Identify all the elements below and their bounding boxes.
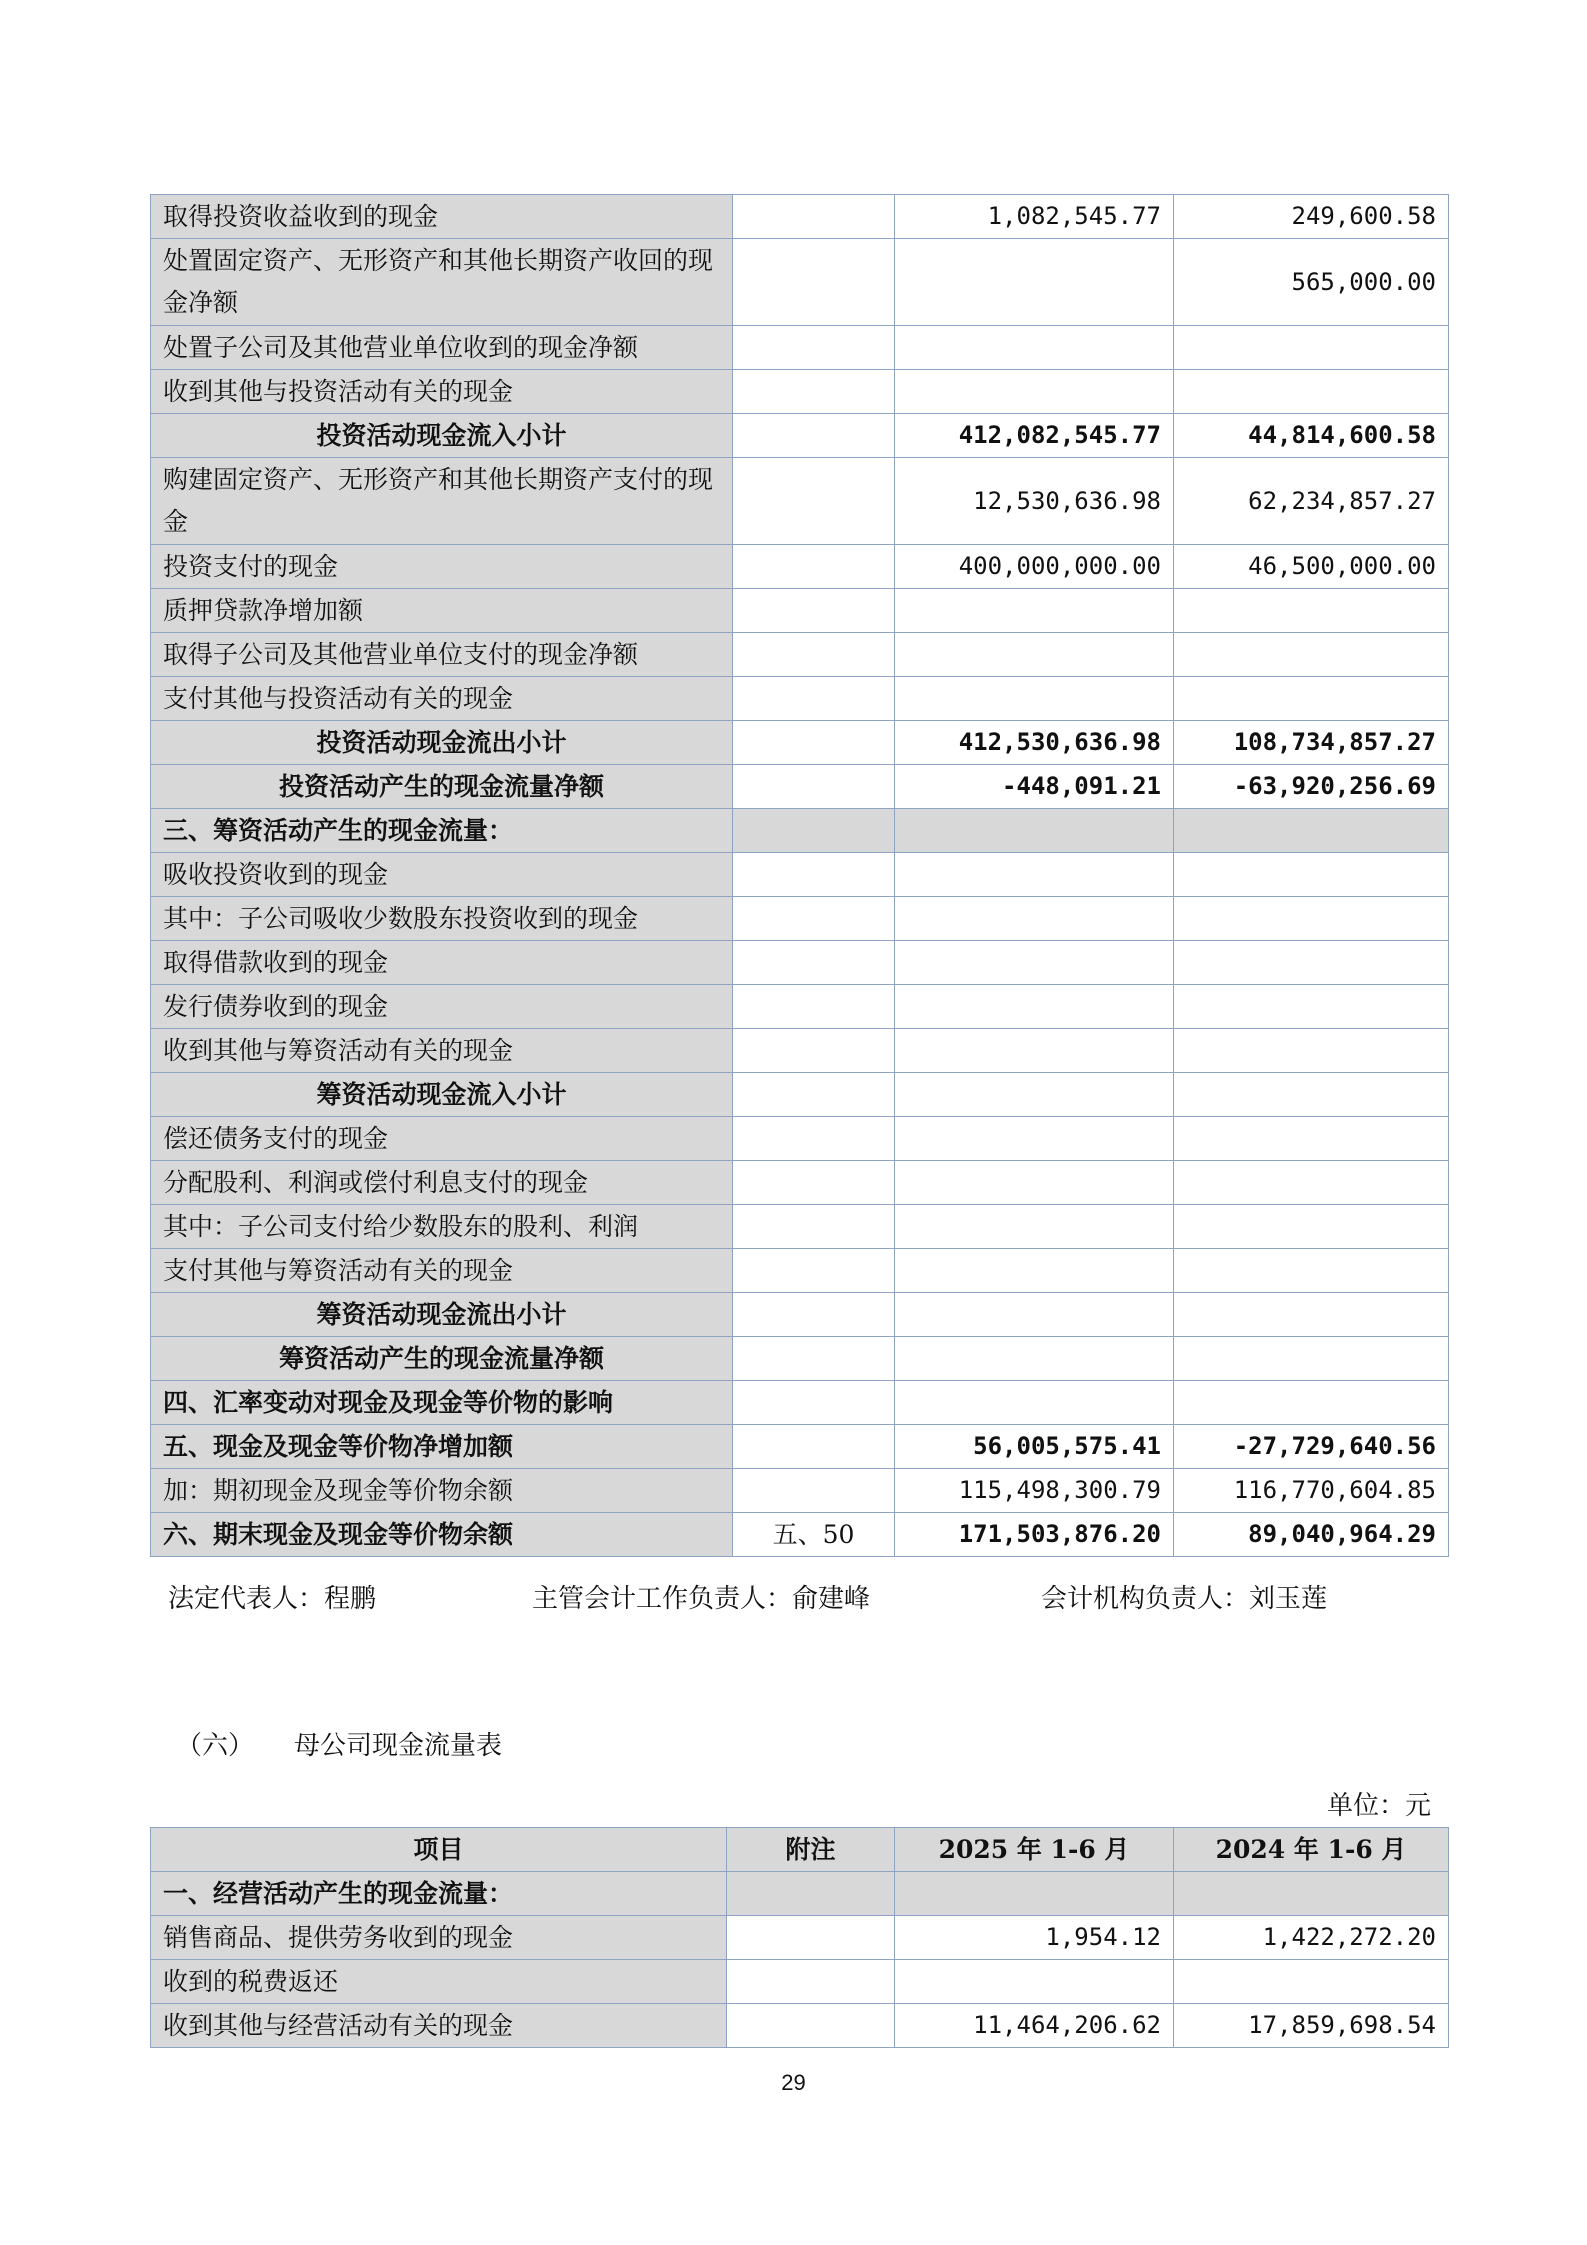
- row-prior-value: 17,859,698.54: [1174, 2004, 1449, 2048]
- row-prior-value: [1174, 1161, 1449, 1205]
- row-item-label: 一、经营活动产生的现金流量：: [151, 1872, 727, 1916]
- unit-label: 单位：元: [1326, 1791, 1431, 1821]
- row-item-label: 销售商品、提供劳务收到的现金: [151, 1916, 727, 1960]
- row-note: [733, 1337, 895, 1381]
- row-current-value: 115,498,300.79: [895, 1469, 1174, 1513]
- row-current-value: [895, 633, 1174, 677]
- row-note: [733, 633, 895, 677]
- row-prior-value: [1174, 1337, 1449, 1381]
- cash-flow-table-continued: [150, 194, 1449, 1557]
- row-prior-value: [1174, 1117, 1449, 1161]
- row-note: [733, 1117, 895, 1161]
- table-row: [151, 677, 1449, 721]
- row-current-value: [895, 1381, 1174, 1425]
- accounting-org-head-signature: 会计机构负责人：刘玉莲: [1041, 1584, 1328, 1614]
- row-current-value: 1,082,545.77: [895, 195, 1174, 239]
- row-prior-value: [1174, 1381, 1449, 1425]
- header-item: 项目: [151, 1828, 727, 1872]
- table-row: [151, 1117, 1449, 1161]
- row-item-label: 分配股利、利润或偿付利息支付的现金: [151, 1161, 733, 1205]
- row-prior-value: [1174, 1073, 1449, 1117]
- row-note: [733, 1425, 895, 1469]
- row-current-value: [895, 1161, 1174, 1205]
- row-current-value: 11,464,206.62: [895, 2004, 1174, 2048]
- parent-cash-flow-table: [150, 1827, 1449, 2048]
- row-item-label: 偿还债务支付的现金: [151, 1117, 733, 1161]
- table-row: [151, 370, 1449, 414]
- row-current-value: [895, 326, 1174, 370]
- row-item-label: 筹资活动现金流入小计: [151, 1073, 733, 1117]
- row-note: [733, 809, 895, 853]
- row-prior-value: 116,770,604.85: [1174, 1469, 1449, 1513]
- row-prior-value: 1,422,272.20: [1174, 1916, 1449, 1960]
- row-note: [733, 1249, 895, 1293]
- row-item-label: 收到其他与投资活动有关的现金: [151, 370, 733, 414]
- row-item-label: 收到其他与筹资活动有关的现金: [151, 1029, 733, 1073]
- table-row: [151, 1205, 1449, 1249]
- row-current-value: 12,530,636.98: [895, 458, 1174, 545]
- row-current-value: [895, 1029, 1174, 1073]
- row-item-label: 其中：子公司支付给少数股东的股利、利润: [151, 1205, 733, 1249]
- row-prior-value: [1174, 677, 1449, 721]
- row-prior-value: [1174, 985, 1449, 1029]
- row-prior-value: 62,234,857.27: [1174, 458, 1449, 545]
- row-item-label: 筹资活动产生的现金流量净额: [151, 1337, 733, 1381]
- row-current-value: [895, 589, 1174, 633]
- row-note: [733, 545, 895, 589]
- row-note: [727, 1872, 895, 1916]
- table-row: [151, 239, 1449, 326]
- row-prior-value: -27,729,640.56: [1174, 1425, 1449, 1469]
- table-row: [151, 1916, 1449, 1960]
- row-note: [727, 2004, 895, 2048]
- row-prior-value: [1174, 1249, 1449, 1293]
- row-prior-value: [1174, 589, 1449, 633]
- row-note: [733, 414, 895, 458]
- row-note: [733, 1293, 895, 1337]
- row-current-value: 400,000,000.00: [895, 545, 1174, 589]
- row-current-value: [895, 1117, 1174, 1161]
- table-row: [151, 195, 1449, 239]
- table-row: [151, 1960, 1449, 2004]
- section-heading: 母公司现金流量表: [294, 1731, 503, 1761]
- row-item-label: 吸收投资收到的现金: [151, 853, 733, 897]
- row-note: [733, 941, 895, 985]
- row-current-value: [895, 1872, 1174, 1916]
- table-row: [151, 985, 1449, 1029]
- table-row: [151, 1469, 1449, 1513]
- row-note: [733, 853, 895, 897]
- row-item-label: 投资活动现金流出小计: [151, 721, 733, 765]
- header-note: 附注: [727, 1828, 895, 1872]
- table-row: [151, 721, 1449, 765]
- row-current-value: [895, 239, 1174, 326]
- row-prior-value: [1174, 370, 1449, 414]
- row-item-label: 加：期初现金及现金等价物余额: [151, 1469, 733, 1513]
- row-item-label: 质押贷款净增加额: [151, 589, 733, 633]
- table-row: [151, 2004, 1449, 2048]
- row-note: [733, 985, 895, 1029]
- row-current-value: [895, 941, 1174, 985]
- row-note: [733, 1073, 895, 1117]
- table-header-row: [151, 1828, 1449, 1872]
- row-prior-value: [1174, 1872, 1449, 1916]
- row-item-label: 筹资活动现金流出小计: [151, 1293, 733, 1337]
- row-current-value: [895, 370, 1174, 414]
- row-prior-value: 108,734,857.27: [1174, 721, 1449, 765]
- row-item-label: 支付其他与筹资活动有关的现金: [151, 1249, 733, 1293]
- row-prior-value: 89,040,964.29: [1174, 1513, 1449, 1557]
- row-note: [733, 1205, 895, 1249]
- row-note: [733, 195, 895, 239]
- row-current-value: [895, 809, 1174, 853]
- row-note: [733, 721, 895, 765]
- row-item-label: 投资活动现金流入小计: [151, 414, 733, 458]
- table-row: [151, 633, 1449, 677]
- row-prior-value: [1174, 1960, 1449, 2004]
- row-current-value: [895, 853, 1174, 897]
- row-prior-value: -63,920,256.69: [1174, 765, 1449, 809]
- table-row: [151, 1249, 1449, 1293]
- table-row: [151, 414, 1449, 458]
- row-item-label: 支付其他与投资活动有关的现金: [151, 677, 733, 721]
- row-current-value: [895, 1293, 1174, 1337]
- row-prior-value: [1174, 1029, 1449, 1073]
- row-current-value: [895, 985, 1174, 1029]
- row-item-label: 投资活动产生的现金流量净额: [151, 765, 733, 809]
- row-prior-value: [1174, 897, 1449, 941]
- row-item-label: 收到的税费返还: [151, 1960, 727, 2004]
- table-row: [151, 589, 1449, 633]
- row-note: [733, 897, 895, 941]
- row-current-value: -448,091.21: [895, 765, 1174, 809]
- row-current-value: 1,954.12: [895, 1916, 1174, 1960]
- row-item-label: 投资支付的现金: [151, 545, 733, 589]
- cash-flow-table-body: [151, 195, 1449, 1557]
- table-row: [151, 326, 1449, 370]
- row-note: [733, 1161, 895, 1205]
- row-item-label: 四、汇率变动对现金及现金等价物的影响: [151, 1381, 733, 1425]
- table-row: [151, 1029, 1449, 1073]
- row-current-value: 56,005,575.41: [895, 1425, 1174, 1469]
- page-number: 29: [781, 2070, 806, 2095]
- row-current-value: 412,082,545.77: [895, 414, 1174, 458]
- row-current-value: [895, 897, 1174, 941]
- table-row: [151, 1513, 1449, 1557]
- row-note: [733, 370, 895, 414]
- row-current-value: [895, 1205, 1174, 1249]
- table-row: [151, 809, 1449, 853]
- row-current-value: 412,530,636.98: [895, 721, 1174, 765]
- parent-cash-flow-table-body: [151, 1872, 1449, 2048]
- table-row: [151, 1293, 1449, 1337]
- header-prior-period: 2024 年 1-6 月: [1174, 1828, 1449, 1872]
- row-note: [733, 765, 895, 809]
- row-current-value: [895, 677, 1174, 721]
- row-item-label: 取得借款收到的现金: [151, 941, 733, 985]
- row-note: [733, 1029, 895, 1073]
- table-row: [151, 1425, 1449, 1469]
- row-prior-value: 44,814,600.58: [1174, 414, 1449, 458]
- row-note: [733, 326, 895, 370]
- table-row: [151, 458, 1449, 545]
- row-note: [733, 239, 895, 326]
- table-row: [151, 1872, 1449, 1916]
- row-item-label: 处置固定资产、无形资产和其他长期资产收回的现金净额: [151, 239, 733, 326]
- row-item-label: 五、现金及现金等价物净增加额: [151, 1425, 733, 1469]
- table-row: [151, 853, 1449, 897]
- row-item-label: 取得投资收益收到的现金: [151, 195, 733, 239]
- row-prior-value: 249,600.58: [1174, 195, 1449, 239]
- row-note: [733, 458, 895, 545]
- row-note: [727, 1960, 895, 2004]
- row-item-label: 三、筹资活动产生的现金流量：: [151, 809, 733, 853]
- row-current-value: [895, 1337, 1174, 1381]
- table-row: [151, 545, 1449, 589]
- header-current-period: 2025 年 1-6 月: [895, 1828, 1174, 1872]
- row-current-value: 171,503,876.20: [895, 1513, 1174, 1557]
- row-item-label: 其中：子公司吸收少数股东投资收到的现金: [151, 897, 733, 941]
- section-number: （六）: [176, 1731, 255, 1761]
- row-item-label: 处置子公司及其他营业单位收到的现金净额: [151, 326, 733, 370]
- row-prior-value: [1174, 633, 1449, 677]
- section-title: [176, 1725, 502, 1762]
- row-prior-value: [1174, 1205, 1449, 1249]
- row-prior-value: [1174, 326, 1449, 370]
- row-prior-value: [1174, 1293, 1449, 1337]
- table-row: [151, 1337, 1449, 1381]
- table-row: [151, 765, 1449, 809]
- legal-representative-signature: 法定代表人：程鹏: [168, 1584, 377, 1614]
- table-row: [151, 941, 1449, 985]
- row-item-label: 购建固定资产、无形资产和其他长期资产支付的现金: [151, 458, 733, 545]
- row-note: [733, 589, 895, 633]
- row-item-label: 六、期末现金及现金等价物余额: [151, 1513, 733, 1557]
- table-row: [151, 1161, 1449, 1205]
- row-current-value: [895, 1073, 1174, 1117]
- row-prior-value: [1174, 809, 1449, 853]
- row-item-label: 收到其他与经营活动有关的现金: [151, 2004, 727, 2048]
- row-note: [727, 1916, 895, 1960]
- table-row: [151, 1381, 1449, 1425]
- table-row: [151, 897, 1449, 941]
- row-item-label: 取得子公司及其他营业单位支付的现金净额: [151, 633, 733, 677]
- row-prior-value: 46,500,000.00: [1174, 545, 1449, 589]
- row-prior-value: [1174, 941, 1449, 985]
- row-prior-value: 565,000.00: [1174, 239, 1449, 326]
- row-note: 五、50: [733, 1513, 895, 1557]
- row-note: [733, 1381, 895, 1425]
- row-current-value: [895, 1249, 1174, 1293]
- row-current-value: [895, 1960, 1174, 2004]
- row-note: [733, 677, 895, 721]
- accounting-head-signature: 主管会计工作负责人：俞建峰: [532, 1584, 871, 1614]
- table-row: [151, 1073, 1449, 1117]
- row-note: [733, 1469, 895, 1513]
- row-prior-value: [1174, 853, 1449, 897]
- row-item-label: 发行债券收到的现金: [151, 985, 733, 1029]
